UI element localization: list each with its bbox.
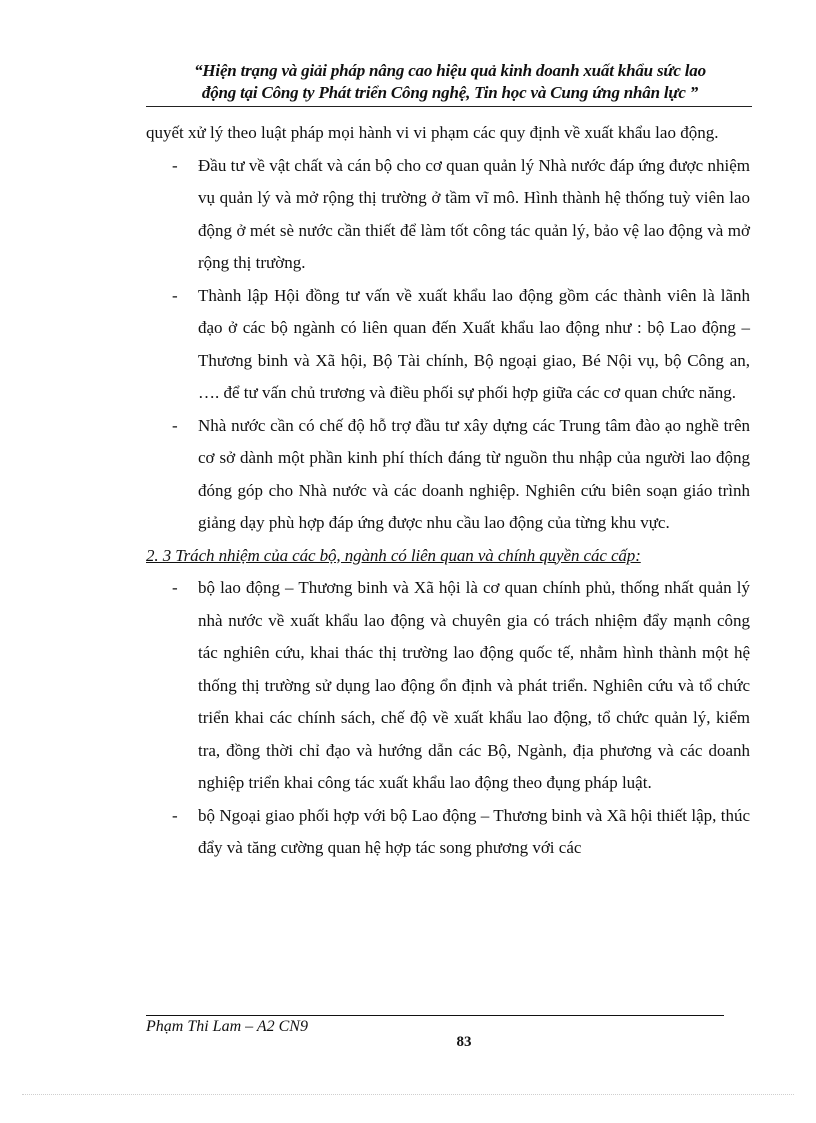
bullet-dash: - bbox=[172, 578, 178, 597]
list-item bbox=[146, 572, 750, 800]
bullet-dash: - bbox=[172, 805, 178, 825]
footer-rule bbox=[146, 1015, 724, 1016]
bullet-dash: - bbox=[172, 155, 178, 175]
list-item-text: bộ Ngoại giao phối hợp với bộ Lao động – Thương binh và Xã hội thiết lập, thúc đẩy và tăng cường quan hệ hợp tác song phương với các bbox=[198, 805, 750, 857]
bullet-dash: - bbox=[172, 415, 178, 435]
list-item bbox=[146, 280, 750, 410]
list-item bbox=[146, 150, 750, 280]
list-item-text: Nhà nước cần có chế độ hỗ trợ đầu tư xây dựng các Trung tâm đào ạo nghề trên cơ sở dành một phần kinh phí thích đáng từ nguồn thu nhập của người lao động đóng góp cho Nhà nước và các doanh nghiệp. Nghiên cứu biên soạn giáo trình giảng dạy phù hợp đáp ứng được nhu cầu lao động của từng khu vực. bbox=[198, 415, 750, 532]
list-item-text: bộ lao động – Thương binh và Xã hội là cơ quan chính phủ, thống nhất quản lý nhà nước về xuất khẩu lao động và chuyên gia có trách nhiệm đẩy mạnh công tác nghiên cứu, khai thác thị trường lao động quốc tế, nhằm hình thành một hệ thống thị trường sử dụng lao động ổn định và phát triển. Nghiên cứu và tổ chức triển khai các chính sách, chế độ về xuất khẩu lao động, tổ chức quản lý, kiểm tra, đồng thời chỉ đạo và hướng dẫn các Bộ, Ngành, địa phương và các doanh nghiệp triển khai công tác xuất khẩu lao động theo đụng pháp luật. bbox=[198, 578, 750, 792]
section-heading: 2. 3 Trách nhiệm của các bộ, ngành có liên quan và chính quyền các cấp: bbox=[146, 545, 641, 565]
running-header bbox=[146, 60, 754, 104]
list-item bbox=[146, 800, 750, 865]
footer-author: Phạm Thi Lam – A2 CN9 bbox=[146, 1018, 308, 1035]
continuation-paragraph: quyết xử lý theo luật pháp mọi hành vi vi phạm các quy định về xuất khẩu lao động. bbox=[146, 123, 719, 142]
header-title-line-2: động tại Công ty Phát triển Công nghệ, Tin học và Cung ứng nhân lực ” bbox=[201, 83, 699, 102]
page-edge-divider bbox=[22, 1094, 794, 1095]
list-item-text: Thành lập Hội đồng tư vấn về xuất khẩu lao động gồm các thành viên là lãnh đạo ở các bộ ngành có liên quan đến Xuất khẩu lao động như : bộ Lao động – Thương binh và Xã hội, Bộ Tài chính, Bộ ngoại giao, Bé Nội vụ, bộ Công an, …. để tư vấn chủ trương và điều phối sự phối hợp giữa các cơ quan chức năng. bbox=[198, 285, 750, 402]
list-item-text: Đầu tư về vật chất và cán bộ cho cơ quan quản lý Nhà nước đáp ứng được nhiệm vụ quản lý và mở rộng thị trường ở tầm vĩ mô. Hình thành hệ thống tuỳ viên lao động ở mét sè nước cần thiết để làm tốt công tác quản lý, bảo vệ lao động và mở rộng thị trường. bbox=[198, 155, 750, 272]
list-item bbox=[146, 410, 750, 540]
header-title-line-1: “Hiện trạng và giải pháp nâng cao hiệu quả kinh doanh xuất khẩu sức lao bbox=[194, 61, 706, 80]
body-text bbox=[146, 117, 750, 865]
bullet-dash: - bbox=[172, 285, 178, 305]
page-number: 83 bbox=[456, 1034, 472, 1050]
header-rule bbox=[146, 106, 752, 107]
